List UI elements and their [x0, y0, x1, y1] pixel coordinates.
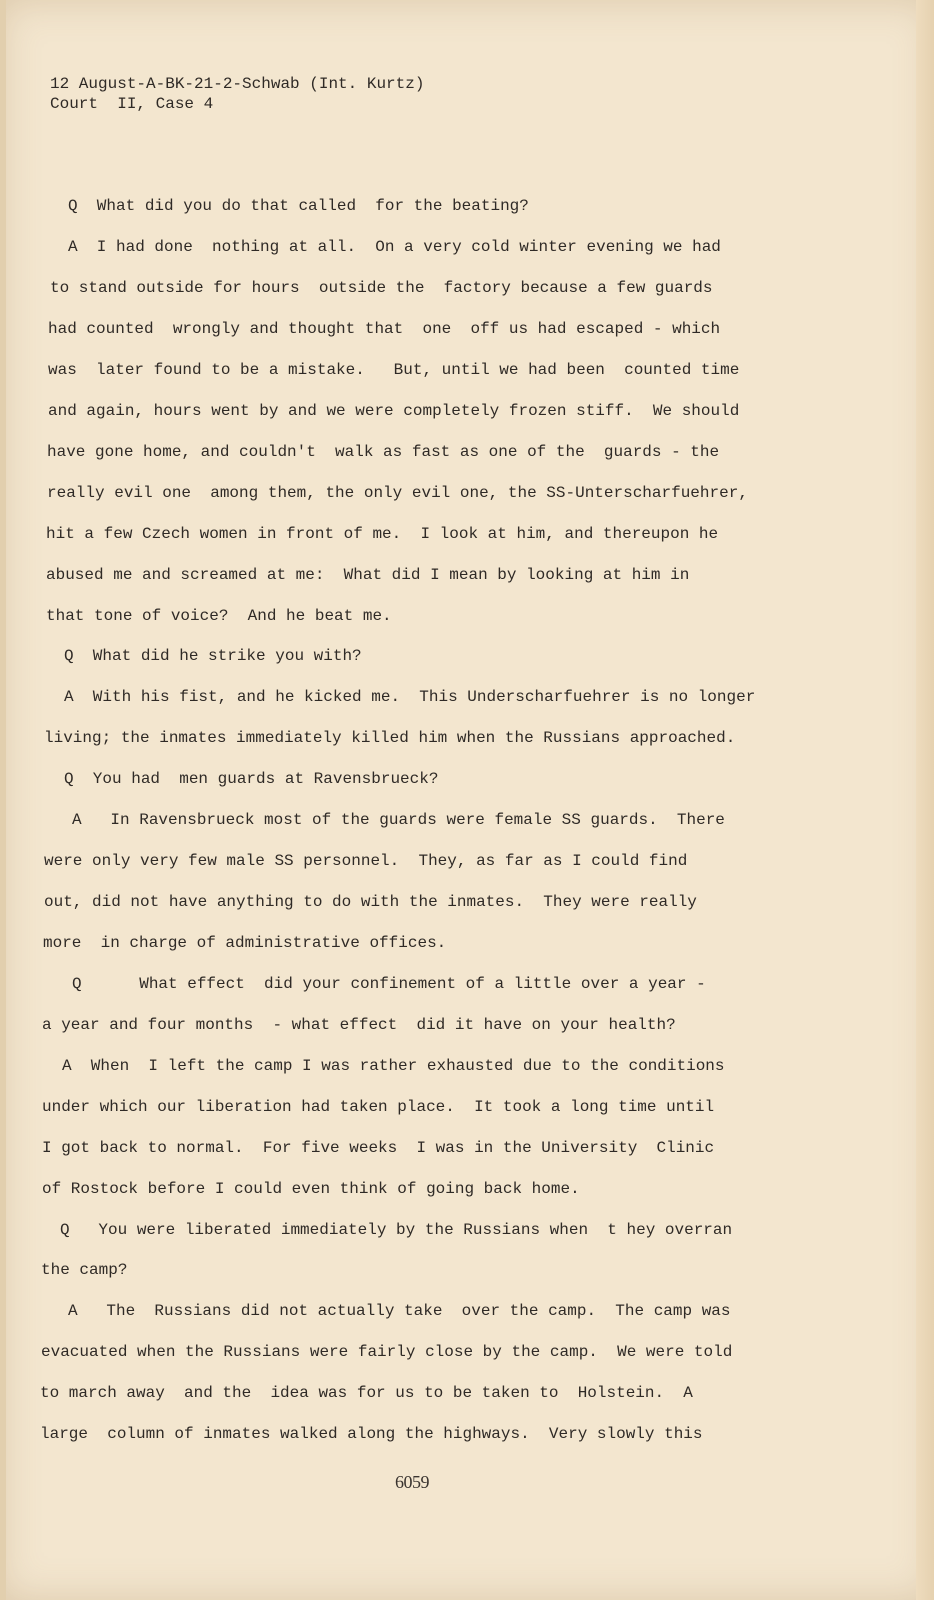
transcript-line: Q What did you do that called for the beating?: [68, 197, 529, 215]
transcript-line: hit a few Czech women in front of me. I look at him, and thereupon he: [46, 525, 719, 543]
transcript-line: evacuated when the Russians were fairly close by the camp. We were told: [41, 1343, 733, 1361]
transcript-line: and again, hours went by and we were completely frozen stiff. We should: [48, 402, 740, 420]
transcript-line: to march away and the idea was for us to be taken to Holstein. A: [40, 1384, 693, 1402]
page-right-edge: [916, 0, 934, 1600]
transcript-line: to stand outside for hours outside the factory because a few guards: [50, 279, 713, 297]
transcript-line: A With his fist, and he kicked me. This Underscharfuehrer is no longer: [64, 688, 756, 706]
transcript-line: Q What did he strike you with?: [64, 647, 362, 665]
transcript-line: the camp?: [41, 1261, 128, 1279]
transcript-line: Q What effect did your confinement of a little over a year -: [72, 975, 706, 993]
transcript-line: more in charge of administrative offices.: [43, 934, 447, 952]
transcript-line: A The Russians did not actually take over the camp. The camp was: [68, 1302, 731, 1320]
transcript-line: Q You had men guards at Ravensbrueck?: [64, 770, 439, 788]
transcript-line: really evil one among them, the only evil one, the SS-Unterscharfuehrer,: [47, 484, 748, 502]
page-left-edge: [0, 0, 6, 1600]
transcript-line: out, did not have anything to do with the inmates. They were really: [44, 893, 697, 911]
transcript-line: abused me and screamed at me: What did I mean by looking at him in: [46, 566, 690, 584]
transcript-line: a year and four months - what effect did it have on your health?: [42, 1016, 676, 1034]
transcript-line: I got back to normal. For five weeks I was in the University Clinic: [42, 1139, 715, 1157]
page-number: 6059: [395, 1472, 429, 1492]
header-line-2: Court II, Case 4: [50, 95, 214, 113]
transcript-line: A I had done nothing at all. On a very cold winter evening we had: [68, 238, 721, 256]
transcript-line: A When I left the camp I was rather exhausted due to the conditions: [62, 1057, 725, 1075]
transcript-line: have gone home, and couldn't walk as fast as one of the guards - the: [47, 443, 720, 461]
transcript-line: that tone of voice? And he beat me.: [46, 607, 392, 625]
transcript-line: Q You were liberated immediately by the Russians when t hey overran: [60, 1221, 733, 1239]
transcript-line: under which our liberation had taken place. It took a long time until: [42, 1098, 715, 1116]
transcript-line: had counted wrongly and thought that one off us had escaped - which: [48, 320, 721, 338]
transcript-line: of Rostock before I could even think of going back home.: [42, 1180, 580, 1198]
transcript-line: were only very few male SS personnel. They, as far as I could find: [44, 852, 688, 870]
transcript-line: A In Ravensbrueck most of the guards were female SS guards. There: [72, 811, 725, 829]
transcript-line: large column of inmates walked along the highways. Very slowly this: [40, 1425, 703, 1443]
transcript-line: living; the inmates immediately killed him when the Russians approached.: [44, 729, 736, 747]
header-line-1: 12 August-A-BK-21-2-Schwab (Int. Kurtz): [50, 75, 425, 93]
document-header: [50, 74, 424, 114]
transcript-line: was later found to be a mistake. But, until we had been counted time: [48, 361, 740, 379]
